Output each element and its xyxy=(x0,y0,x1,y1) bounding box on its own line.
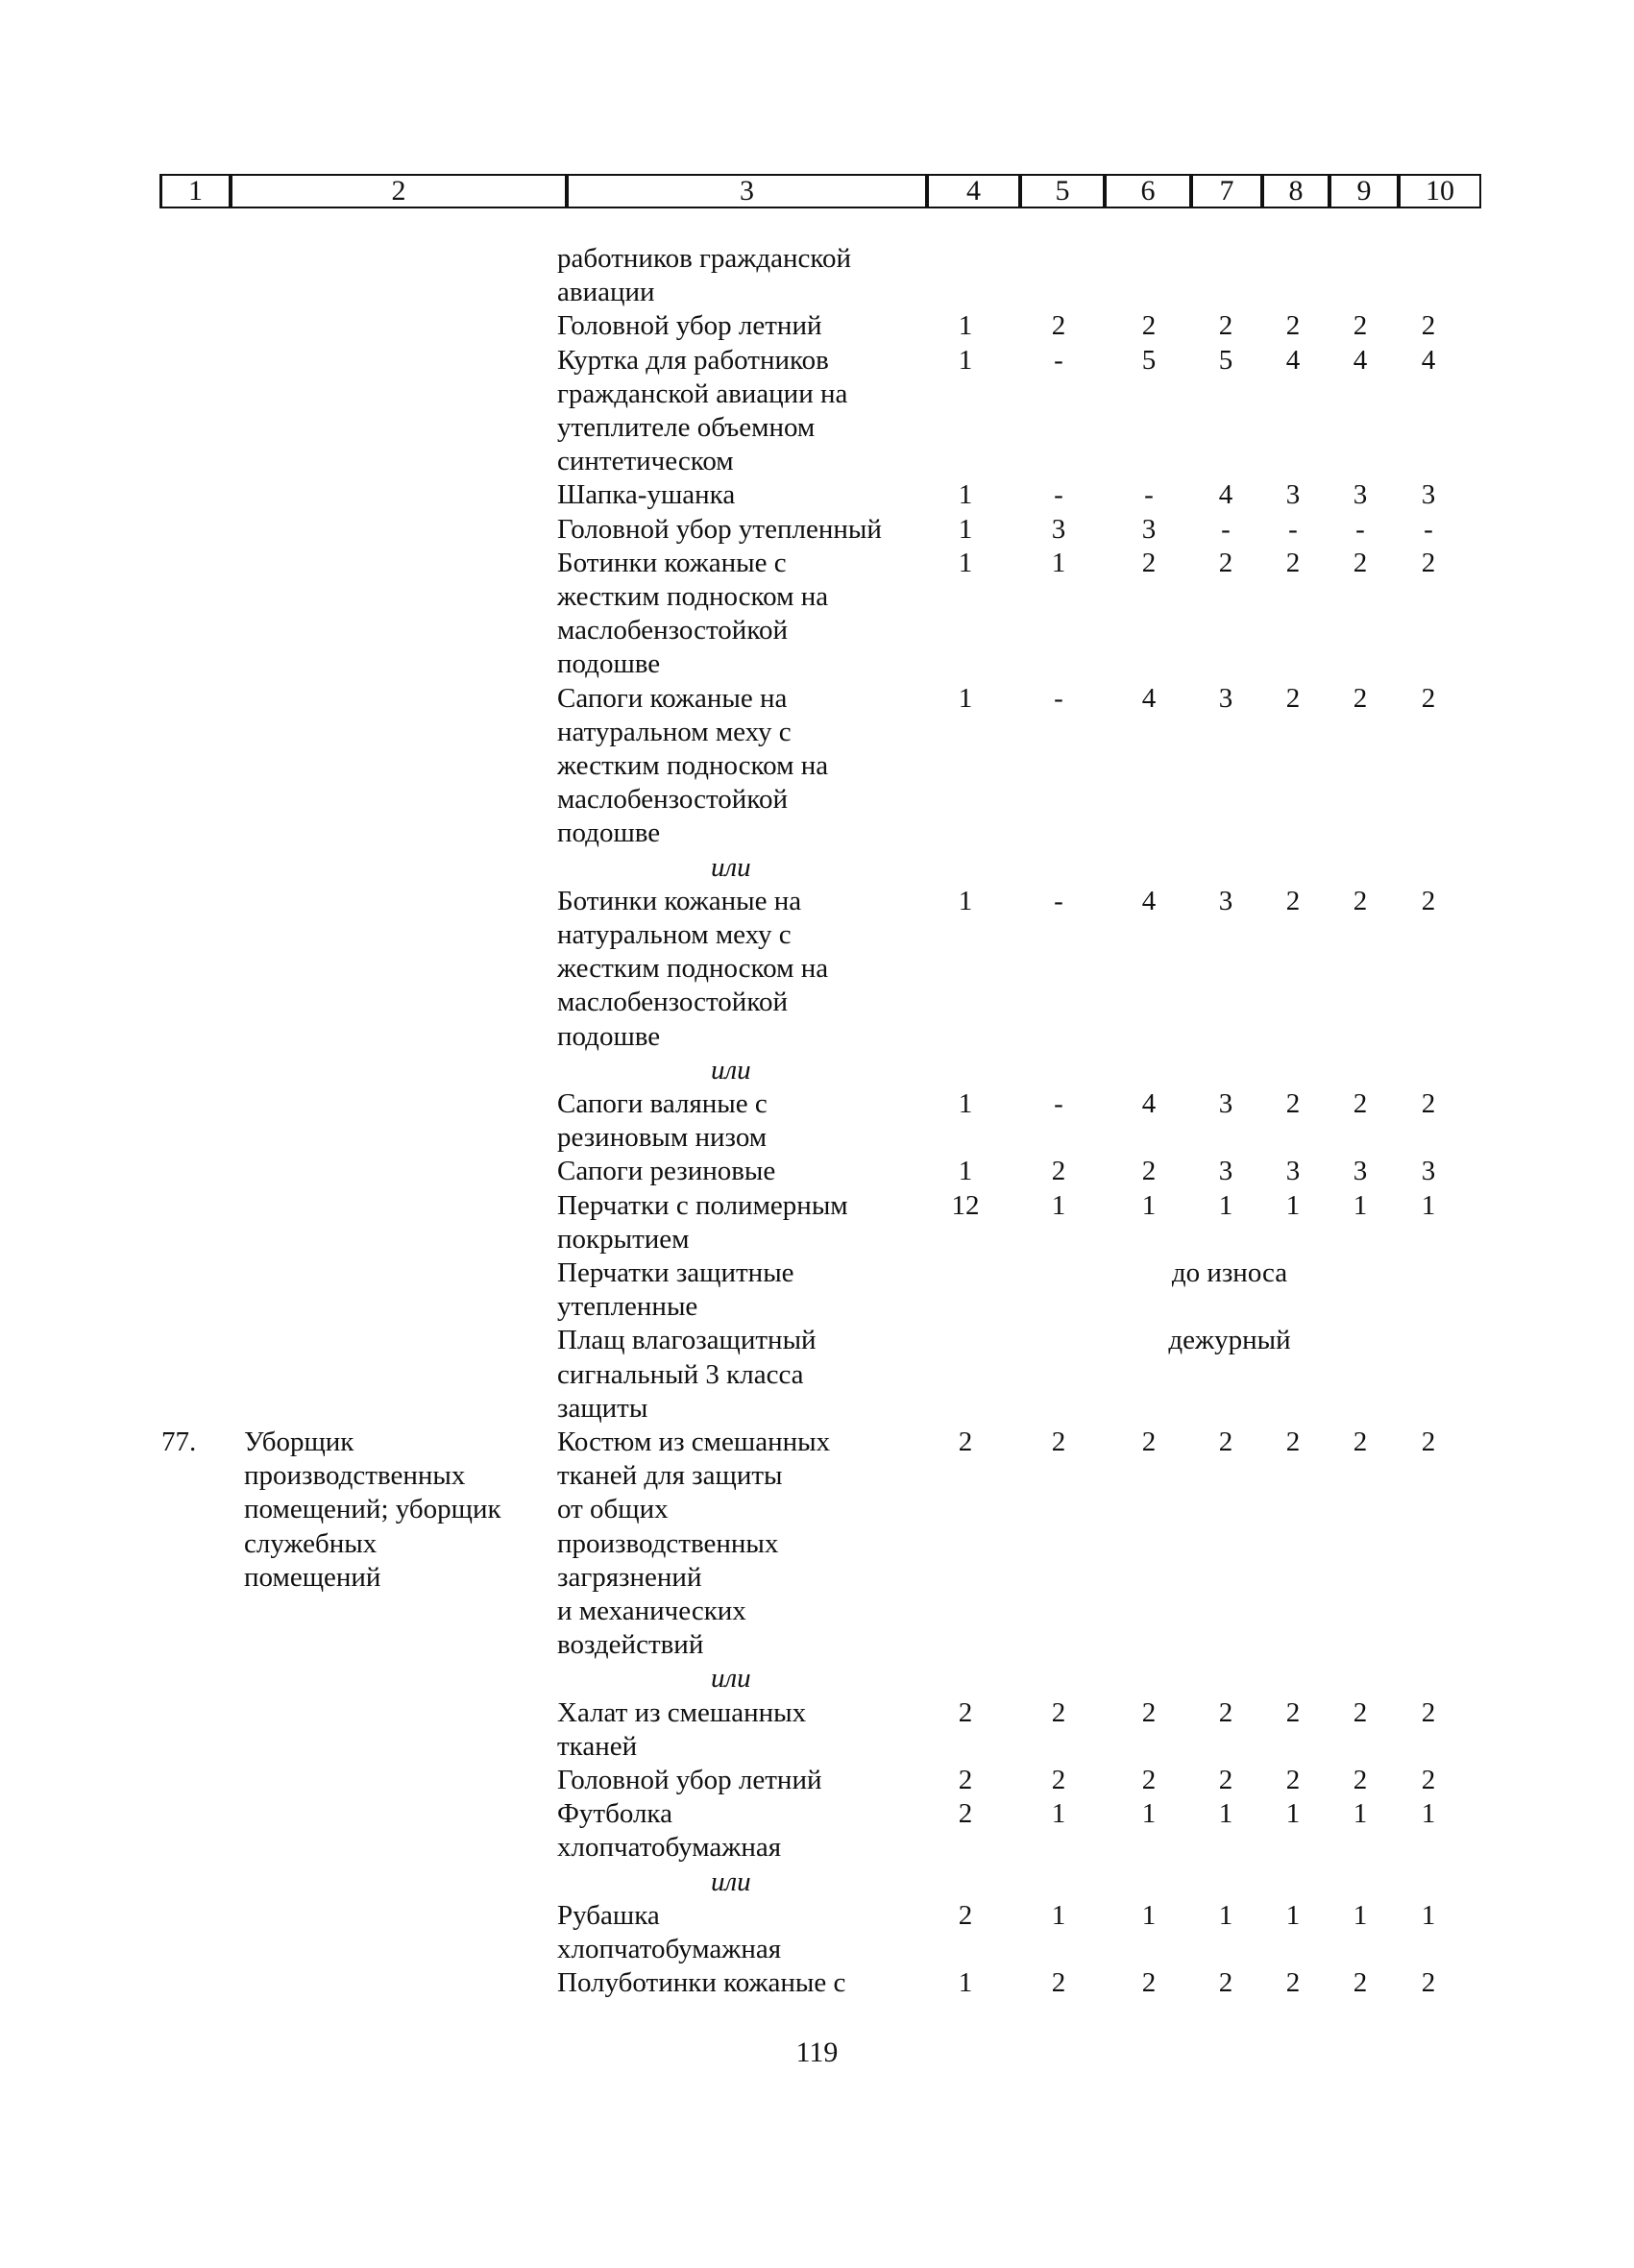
value-col-8: 2 xyxy=(1285,1088,1301,1119)
value-col-5: 2 xyxy=(1051,1967,1066,1999)
value-col-5: - xyxy=(1054,344,1063,376)
item-name: Куртка для работников гражданской авиации на утеплителе объемном синтетическом xyxy=(557,344,848,477)
value-col-5: - xyxy=(1054,479,1063,511)
item-name: Сапоги резиновые xyxy=(557,1156,776,1187)
value-col-4: 1 xyxy=(958,1088,973,1119)
value-col-4: 1 xyxy=(958,310,973,342)
value-col-8: 3 xyxy=(1285,1156,1301,1187)
value-col-8: 2 xyxy=(1285,1967,1301,1999)
value-col-5: - xyxy=(1054,1088,1063,1119)
period-note: до износа xyxy=(1171,1257,1288,1288)
item-name: Футболка хлопчатобумажная xyxy=(557,1798,782,1864)
value-col-8: 1 xyxy=(1285,1798,1301,1830)
value-col-9: 1 xyxy=(1353,1189,1368,1221)
value-col-8: 2 xyxy=(1285,1765,1301,1795)
value-col-10: 2 xyxy=(1421,1967,1436,1999)
value-col-4: 1 xyxy=(958,1156,973,1187)
item-name: Ботинки кожаные с жестким подноском на маслобензостойкой подошве xyxy=(557,547,829,680)
value-col-8: - xyxy=(1288,513,1298,545)
value-col-7: 2 xyxy=(1218,1696,1233,1728)
value-col-8: 2 xyxy=(1285,1696,1301,1728)
item-name: работников гражданской авиации xyxy=(557,243,851,308)
value-col-6: 1 xyxy=(1141,1798,1157,1830)
value-col-7: 2 xyxy=(1218,1427,1233,1457)
page-number: 119 xyxy=(795,2036,839,2068)
or-separator: или xyxy=(711,1663,751,1695)
value-col-4: 2 xyxy=(958,1765,973,1795)
value-col-9: 1 xyxy=(1353,1899,1368,1931)
value-col-4: 2 xyxy=(958,1696,973,1728)
value-col-10: 3 xyxy=(1421,479,1436,511)
value-col-5: 3 xyxy=(1051,513,1066,545)
or-separator: или xyxy=(711,851,751,883)
value-col-5: 2 xyxy=(1051,310,1066,342)
item-name: Сапоги кожаные на натуральном меху с жестким подноском на маслобензостойкой подошве xyxy=(557,682,829,849)
value-col-10: 2 xyxy=(1421,310,1436,342)
value-col-10: 2 xyxy=(1421,1088,1436,1119)
value-col-8: 2 xyxy=(1285,1427,1301,1457)
value-col-5: 1 xyxy=(1051,1189,1066,1221)
item-name: Сапоги валяные с резиновым низом xyxy=(557,1088,768,1154)
item-name: Халат из смешанных тканей xyxy=(557,1696,807,1762)
value-col-9: 2 xyxy=(1353,547,1368,578)
item-name: Головной убор летний xyxy=(557,1765,822,1795)
value-col-6: 2 xyxy=(1141,310,1157,342)
header-col-2: 2 xyxy=(231,174,567,208)
value-col-5: 2 xyxy=(1051,1156,1066,1187)
value-col-6: 2 xyxy=(1141,547,1157,578)
value-col-8: 2 xyxy=(1285,547,1301,578)
value-col-4: 12 xyxy=(951,1189,980,1221)
header-col-4: 4 xyxy=(927,174,1020,208)
value-col-10: - xyxy=(1424,513,1433,545)
value-col-4: 1 xyxy=(958,344,973,376)
item-name: Шапка-ушанка xyxy=(557,479,736,511)
value-col-10: 2 xyxy=(1421,1696,1436,1728)
item-name: Головной убор утепленный xyxy=(557,513,882,545)
value-col-4: 2 xyxy=(958,1798,973,1830)
value-col-8: 4 xyxy=(1285,344,1301,376)
header-col-5: 5 xyxy=(1020,174,1105,208)
value-col-10: 1 xyxy=(1421,1899,1436,1931)
value-col-9: 2 xyxy=(1353,885,1368,916)
value-col-4: 2 xyxy=(958,1899,973,1931)
value-col-6: 2 xyxy=(1141,1427,1157,1457)
value-col-5: 2 xyxy=(1051,1427,1066,1457)
value-col-8: 2 xyxy=(1285,310,1301,342)
value-col-8: 3 xyxy=(1285,479,1301,511)
value-col-5: 2 xyxy=(1051,1696,1066,1728)
value-col-10: 1 xyxy=(1421,1798,1436,1830)
value-col-6: 1 xyxy=(1141,1189,1157,1221)
item-name: Перчатки с полимерным покрытием xyxy=(557,1189,848,1255)
value-col-7: 2 xyxy=(1218,1765,1233,1795)
value-col-7: 1 xyxy=(1218,1899,1233,1931)
header-col-6: 6 xyxy=(1105,174,1191,208)
value-col-5: 1 xyxy=(1051,1798,1066,1830)
value-col-6: 1 xyxy=(1141,1899,1157,1931)
item-name: Головной убор летний xyxy=(557,310,822,342)
value-col-4: 1 xyxy=(958,1967,973,1999)
period-note: дежурный xyxy=(1168,1325,1291,1356)
value-col-9: 2 xyxy=(1353,310,1368,342)
value-col-8: 1 xyxy=(1285,1899,1301,1931)
value-col-7: 1 xyxy=(1218,1189,1233,1221)
value-col-4: 1 xyxy=(958,885,973,916)
value-col-7: 3 xyxy=(1218,682,1233,714)
value-col-9: - xyxy=(1355,513,1365,545)
value-col-5: 1 xyxy=(1051,547,1066,578)
value-col-7: 3 xyxy=(1218,1156,1233,1187)
value-col-10: 2 xyxy=(1421,1765,1436,1795)
value-col-9: 4 xyxy=(1353,344,1368,376)
header-col-8: 8 xyxy=(1262,174,1329,208)
value-col-6: 2 xyxy=(1141,1156,1157,1187)
value-col-10: 1 xyxy=(1421,1189,1436,1221)
value-col-10: 3 xyxy=(1421,1156,1436,1187)
header-col-9: 9 xyxy=(1329,174,1399,208)
value-col-6: 4 xyxy=(1141,682,1157,714)
value-col-10: 2 xyxy=(1421,547,1436,578)
item-name: Ботинки кожаные на натуральном меху с жестким подноском на маслобензостойкой подошве xyxy=(557,885,829,1052)
value-col-4: 1 xyxy=(958,682,973,714)
value-col-9: 2 xyxy=(1353,1765,1368,1795)
value-col-8: 2 xyxy=(1285,682,1301,714)
row-number: 77. xyxy=(161,1427,197,1457)
value-col-8: 2 xyxy=(1285,885,1301,916)
value-col-6: 2 xyxy=(1141,1765,1157,1795)
value-col-7: - xyxy=(1221,513,1231,545)
item-name: Полуботинки кожаные с xyxy=(557,1967,846,1999)
value-col-5: 2 xyxy=(1051,1765,1066,1795)
value-col-7: 3 xyxy=(1218,1088,1233,1119)
item-name: Перчатки защитные утепленные xyxy=(557,1257,794,1323)
value-col-10: 2 xyxy=(1421,885,1436,916)
value-col-7: 2 xyxy=(1218,1967,1233,1999)
value-col-9: 3 xyxy=(1353,479,1368,511)
value-col-7: 5 xyxy=(1218,344,1233,376)
value-col-4: 1 xyxy=(958,513,973,545)
item-name: Рубашка хлопчатобумажная xyxy=(557,1899,782,1964)
value-col-6: 2 xyxy=(1141,1696,1157,1728)
value-col-6: 4 xyxy=(1141,885,1157,916)
value-col-6: 3 xyxy=(1141,513,1157,545)
value-col-9: 1 xyxy=(1353,1798,1368,1830)
value-col-5: - xyxy=(1054,682,1063,714)
value-col-10: 4 xyxy=(1421,344,1436,376)
value-col-9: 2 xyxy=(1353,1696,1368,1728)
value-col-6: - xyxy=(1144,479,1154,511)
item-name: Костюм из смешанных тканей для защиты от общих производственных загрязнений и механических воздействий xyxy=(557,1427,831,1661)
value-col-4: 1 xyxy=(958,479,973,511)
value-col-6: 5 xyxy=(1141,344,1157,376)
header-col-1: 1 xyxy=(159,174,231,208)
value-col-8: 1 xyxy=(1285,1189,1301,1221)
value-col-7: 2 xyxy=(1218,547,1233,578)
job-title: Уборщик производственных помещений; уборщик служебных помещений xyxy=(244,1427,501,1593)
value-col-10: 2 xyxy=(1421,682,1436,714)
value-col-9: 2 xyxy=(1353,1967,1368,1999)
or-separator: или xyxy=(711,1866,751,1897)
value-col-6: 2 xyxy=(1141,1967,1157,1999)
item-name: Плащ влагозащитный сигнальный 3 класса защиты xyxy=(557,1325,817,1424)
value-col-7: 2 xyxy=(1218,310,1233,342)
value-col-7: 3 xyxy=(1218,885,1233,916)
value-col-9: 2 xyxy=(1353,1088,1368,1119)
value-col-9: 3 xyxy=(1353,1156,1368,1187)
value-col-9: 2 xyxy=(1353,1427,1368,1457)
or-separator: или xyxy=(711,1054,751,1085)
value-col-4: 1 xyxy=(958,547,973,578)
value-col-7: 4 xyxy=(1218,479,1233,511)
header-col-3: 3 xyxy=(567,174,927,208)
value-col-10: 2 xyxy=(1421,1427,1436,1457)
value-col-9: 2 xyxy=(1353,682,1368,714)
header-col-7: 7 xyxy=(1191,174,1262,208)
value-col-5: 1 xyxy=(1051,1899,1066,1931)
value-col-7: 1 xyxy=(1218,1798,1233,1830)
value-col-4: 2 xyxy=(958,1427,973,1457)
header-col-10: 10 xyxy=(1399,174,1481,208)
value-col-6: 4 xyxy=(1141,1088,1157,1119)
value-col-5: - xyxy=(1054,885,1063,916)
